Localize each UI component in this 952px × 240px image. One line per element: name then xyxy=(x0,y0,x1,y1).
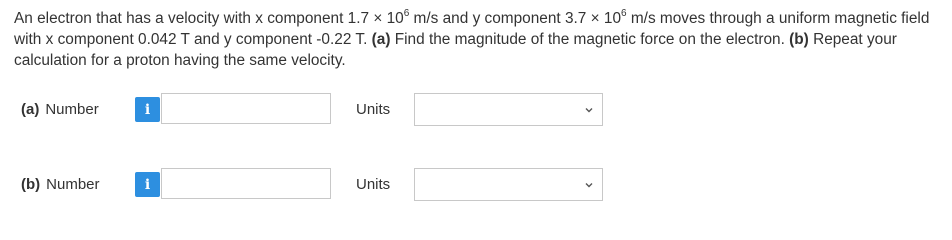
part-b-label xyxy=(21,176,100,193)
chevron-down-icon xyxy=(584,105,594,115)
info-icon[interactable] xyxy=(135,172,160,197)
question-part: Repeat your calculation for a proton having the same velocity. xyxy=(14,31,897,69)
question-text xyxy=(14,8,949,71)
part-a-label xyxy=(21,101,99,118)
units-label: Units xyxy=(356,101,391,118)
part-letter: (a) xyxy=(21,101,40,118)
question-part: m/s moves through a uniform magnetic field with x component 0.042 T and y component -0.22 T. xyxy=(14,10,930,48)
info-glyph: i xyxy=(144,101,151,118)
number-input-b[interactable] xyxy=(161,168,331,199)
units-select-b[interactable] xyxy=(414,168,603,201)
number-input-a[interactable] xyxy=(161,93,331,124)
question-part: m/s and y component 3.7 × 10 xyxy=(409,10,622,27)
part-letter: (b) xyxy=(21,176,41,193)
info-icon[interactable] xyxy=(135,97,160,122)
answer-row-b xyxy=(0,168,952,202)
question-part: An electron that has a velocity with x component 1.7 × 10 xyxy=(14,10,404,27)
answer-row-a xyxy=(0,93,952,127)
exponent: 6 xyxy=(621,7,627,19)
part-b-tag: (b) xyxy=(789,31,809,48)
question-part: Find the magnitude of the magnetic force on the electron. xyxy=(390,31,790,48)
units-label: Units xyxy=(356,176,391,193)
part-a-tag: (a) xyxy=(371,31,391,48)
info-glyph: i xyxy=(144,176,151,193)
exponent: 6 xyxy=(403,7,410,19)
units-select-a[interactable] xyxy=(414,93,603,126)
number-label: Number xyxy=(45,101,99,118)
number-label: Number xyxy=(46,176,100,193)
chevron-down-icon xyxy=(584,180,594,190)
